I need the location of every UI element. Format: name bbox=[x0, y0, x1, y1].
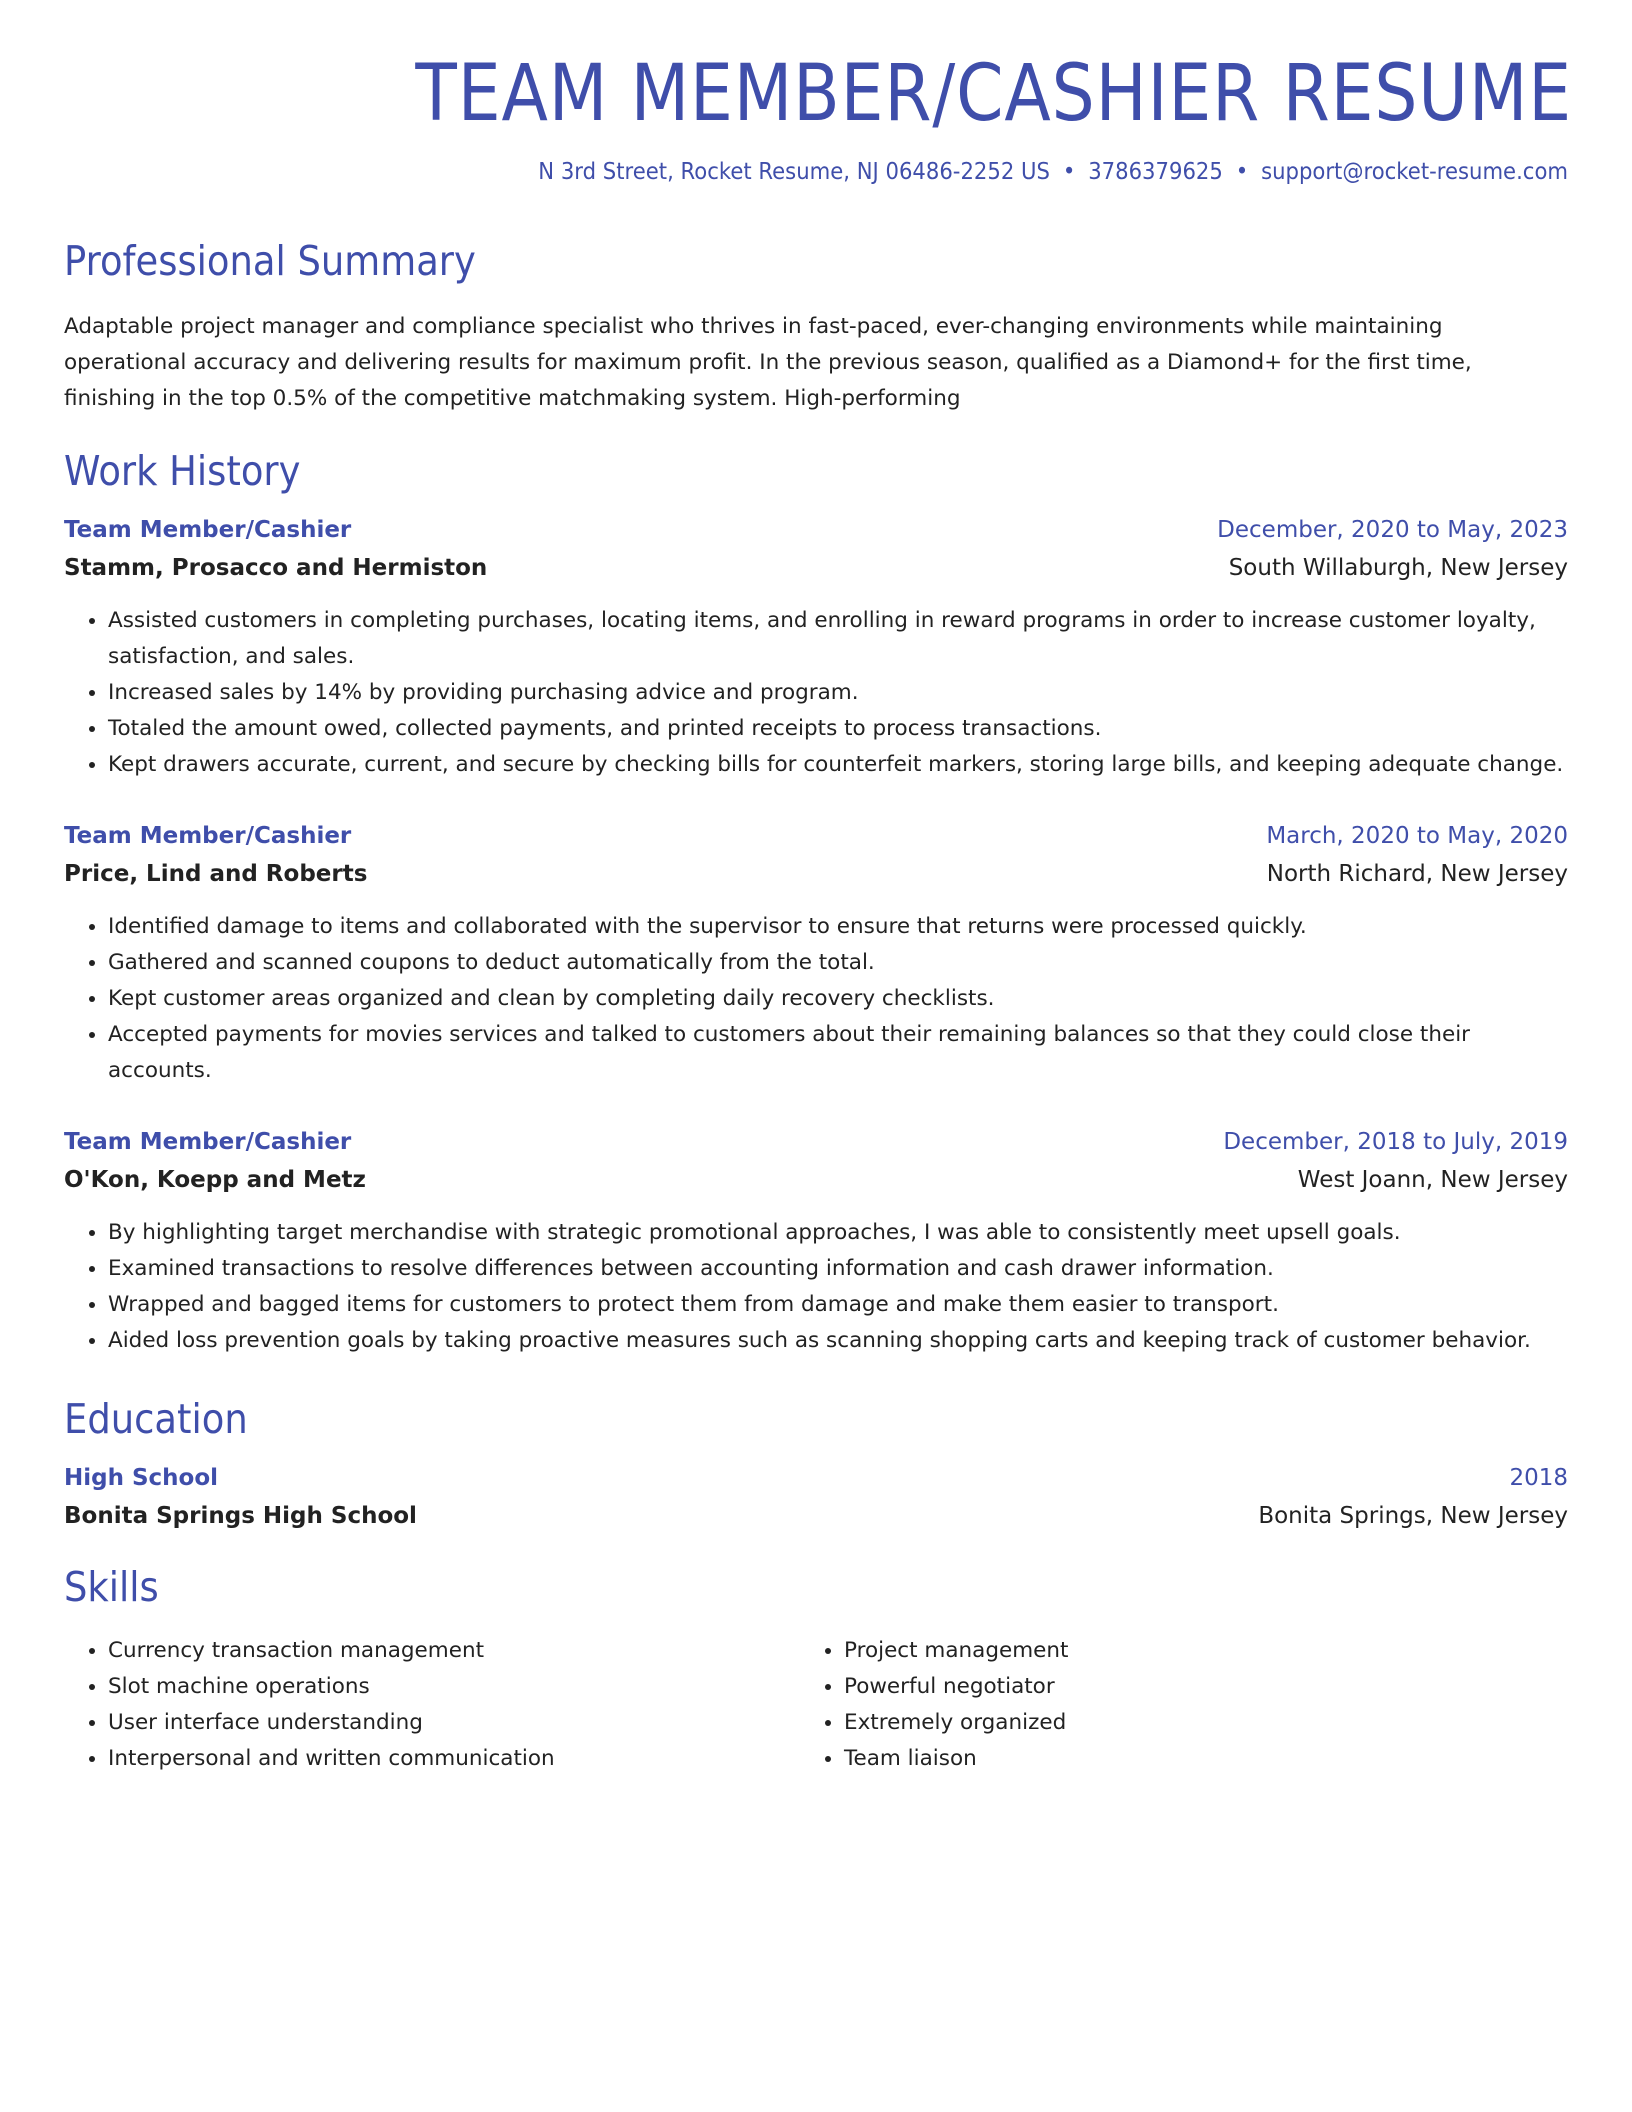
skill-item: • Slot machine operations bbox=[108, 1669, 800, 1705]
contact-email: support@rocket-resume.com bbox=[1261, 159, 1568, 186]
skill-item: • Currency transaction management bbox=[108, 1633, 800, 1669]
job-bullets bbox=[64, 1215, 1568, 1359]
job-dates: December, 2020 to May, 2023 bbox=[1217, 517, 1568, 544]
section-heading-work-history: Work History bbox=[64, 447, 301, 496]
job-title: Team Member/Cashier bbox=[64, 1129, 352, 1156]
job-bullet: • Totaled the amount owed, collected payments, and printed receipts to process transactions. bbox=[108, 711, 1568, 747]
section-heading-summary: Professional Summary bbox=[64, 237, 476, 286]
job-dates: December, 2018 to July, 2019 bbox=[1223, 1129, 1568, 1156]
contact-line bbox=[184, 159, 1568, 185]
job-bullet: • Kept customer areas organized and clean by completing daily recovery checklists. bbox=[108, 981, 1568, 1017]
job-company: Stamm, Prosacco and Hermiston bbox=[64, 555, 488, 582]
resume-title: TEAM MEMBER/CASHIER RESUME bbox=[415, 49, 1572, 139]
job-bullet: • Increased sales by 14% by providing purchasing advice and program. bbox=[108, 675, 1568, 711]
skill-item: • Interpersonal and written communication bbox=[108, 1741, 800, 1777]
education-entry bbox=[64, 1465, 1568, 1529]
job-entry bbox=[64, 1129, 1568, 1359]
job-location: West Joann, New Jersey bbox=[1297, 1167, 1568, 1194]
skill-item: • Extremely organized bbox=[844, 1705, 1536, 1741]
job-bullet: • Examined transactions to resolve differences between accounting information and cash drawer information. bbox=[108, 1251, 1568, 1287]
skills-column-right bbox=[800, 1633, 1536, 1777]
job-bullet: • Accepted payments for movies services and talked to customers about their remaining balances so that they could close their accounts. bbox=[108, 1017, 1568, 1089]
contact-phone: 3786379625 bbox=[1088, 159, 1223, 186]
skill-item: • Project management bbox=[844, 1633, 1536, 1669]
job-dates: March, 2020 to May, 2020 bbox=[1266, 823, 1568, 850]
job-location: South Willaburgh, New Jersey bbox=[1228, 555, 1568, 582]
education-location: Bonita Springs, New Jersey bbox=[1258, 1503, 1568, 1530]
section-heading-skills: Skills bbox=[64, 1563, 159, 1612]
job-bullets bbox=[64, 909, 1568, 1089]
contact-address: N 3rd Street, Rocket Resume, NJ 06486-2252 US bbox=[538, 159, 1050, 186]
job-bullet: • Kept drawers accurate, current, and secure by checking bills for counterfeit markers, storing large bills, and keeping adequate change. bbox=[108, 747, 1568, 783]
section-heading-education: Education bbox=[64, 1395, 248, 1444]
education-year: 2018 bbox=[1509, 1465, 1568, 1492]
skills-column-left bbox=[64, 1633, 800, 1777]
education-degree: High School bbox=[64, 1465, 219, 1492]
job-company: Price, Lind and Roberts bbox=[64, 861, 368, 888]
job-entry bbox=[64, 823, 1568, 1089]
job-bullet: • Assisted customers in completing purchases, locating items, and enrolling in reward programs in order to increase customer loyalty, satisfaction, and sales. bbox=[108, 603, 1568, 675]
skills-list bbox=[64, 1633, 1568, 1777]
job-company: O'Kon, Koepp and Metz bbox=[64, 1167, 366, 1194]
job-title: Team Member/Cashier bbox=[64, 823, 352, 850]
job-bullet: • By highlighting target merchandise with strategic promotional approaches, I was able to consistently meet upsell goals. bbox=[108, 1215, 1568, 1251]
job-bullet: • Wrapped and bagged items for customers to protect them from damage and make them easier to transport. bbox=[108, 1287, 1568, 1323]
job-entry bbox=[64, 517, 1568, 783]
job-bullet: • Gathered and scanned coupons to deduct automatically from the total. bbox=[108, 945, 1568, 981]
summary-text: Adaptable project manager and compliance specialist who thrives in fast-paced, ever-changing environments while maintaining operational accuracy and delivering results for maximum profit. In the previous season, qualified as a Diamond+ for the first time, finishing in the top 0.5% of the competitive matchmaking system. High-performing bbox=[64, 314, 1472, 412]
job-title: Team Member/Cashier bbox=[64, 517, 352, 544]
job-location: North Richard, New Jersey bbox=[1266, 861, 1568, 888]
skill-item: • Powerful negotiator bbox=[844, 1669, 1536, 1705]
skill-item: • Team liaison bbox=[844, 1741, 1536, 1777]
education-school: Bonita Springs High School bbox=[64, 1503, 417, 1530]
contact-separator: • bbox=[1235, 159, 1249, 186]
contact-separator: • bbox=[1062, 159, 1076, 186]
job-bullet: • Aided loss prevention goals by taking proactive measures such as scanning shopping carts and keeping track of customer behavior. bbox=[108, 1323, 1568, 1359]
job-bullets bbox=[64, 603, 1568, 783]
job-bullet: • Identified damage to items and collaborated with the supervisor to ensure that returns were processed quickly. bbox=[108, 909, 1568, 945]
skill-item: • User interface understanding bbox=[108, 1705, 800, 1741]
